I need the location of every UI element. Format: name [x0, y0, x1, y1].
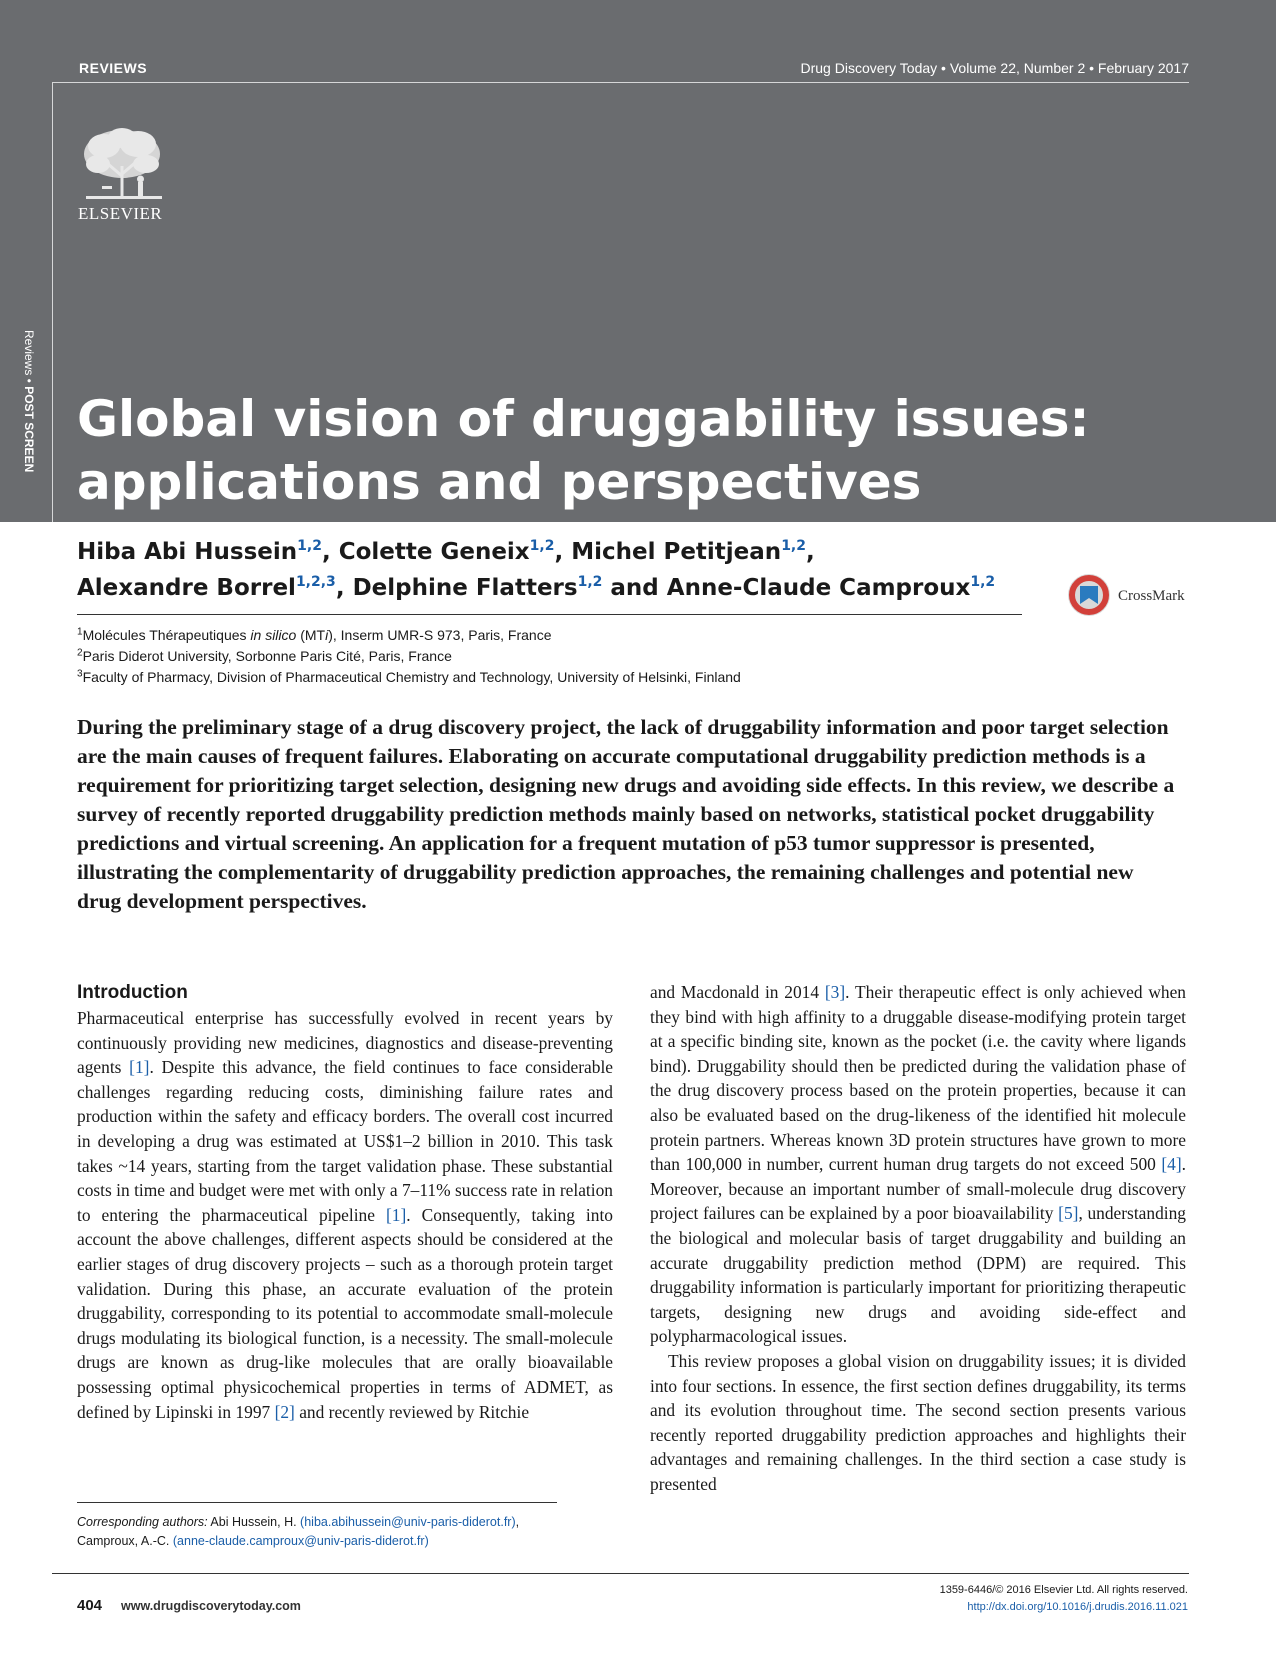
body-paragraph: and Macdonald in 2014 [3]. Their therapeutic effect is only achieved when they bind with high affinity to a druggable disease-modifying protein target at a specific binding site, known as the pocket (i.e. the cavity where ligands bind). Druggability should then be predicted during the validation phase of the drug discovery process based on the protein properties, because it can also be evaluated based on the drug-likeness of the identified hit molecule protein partners. Whereas known 3D protein structures have grown to more than 100,000 in number, current human drug targets do not exceed 500 [4]. Moreover, because an important number of small-molecule drug discovery project failures can be explained by a poor bioavailability [5], understanding the biological and molecular basis of target druggability and building an accurate druggability prediction method (DPM) are required. This druggability information is particularly important for prioritizing therapeutic targets, designing new drugs and avoiding side-effect and polypharmacological issues. — [650, 982, 1187, 1347]
citation-link[interactable]: [1] — [385, 1204, 407, 1225]
copyright-notice: 1359-6446/© 2016 Elsevier Ltd. All rights reserved. — [939, 1584, 1188, 1596]
author-separator: , — [554, 539, 572, 565]
author-name: Michel Petitjean — [571, 539, 782, 565]
author-name: Anne-Claude Camproux — [666, 575, 971, 601]
author-list — [77, 534, 1022, 606]
author-affiliation: 1,2,3 — [295, 574, 336, 590]
author-name: Alexandre Borrel — [77, 575, 296, 601]
journal-section-label: REVIEWS — [79, 60, 148, 76]
author-affiliation: 1,2 — [781, 538, 806, 554]
footer-site-link[interactable]: www.drugdiscoverytoday.com — [121, 1599, 301, 1613]
corresponding-authors-footnote: Corresponding authors: Abi Hussein, H. (hiba.abihussein@univ-paris-diderot.fr), Camproux, A.-C. (anne-claude.camproux@univ-paris-diderot.fr) — [77, 1515, 520, 1548]
header-rule — [52, 82, 1189, 83]
body-column-left — [77, 980, 613, 1424]
crossmark-label[interactable]: CrossMark — [1118, 588, 1185, 604]
author-affiliation: 1,2 — [577, 574, 603, 590]
author-separator: , — [321, 539, 339, 565]
side-section-tab — [22, 330, 46, 500]
abstract: During the preliminary stage of a drug discovery project, the lack of druggability information and poor target selection are the main causes of frequent failures. Elaborating on accurate computational druggability prediction methods is a requirement for prioritizing target selection, designing new drugs and avoiding side effects. In this review, we describe a survey of recently reported druggability prediction methods mainly based on networks, statistical pocket druggability predictions and virtual screening. An application for a frequent mutation of p53 tumor suppressor is presented, illustrating the complementarity of druggability prediction approaches, the remaining challenges and potential new drug development perspectives. — [77, 715, 1175, 913]
author-rule — [77, 614, 1022, 615]
doi-link[interactable]: http://dx.doi.org/10.1016/j.drudis.2016.11.021 — [967, 1601, 1188, 1613]
author-separator: and — [602, 575, 667, 601]
footer-rule — [52, 1573, 1189, 1574]
affiliations — [77, 625, 1077, 688]
affiliation-item: $^1$Molécules Thérapeutiques in silico (MTi), Inserm UMR-S 973, Paris, France — [77, 626, 552, 643]
footer-copyright-block — [940, 1582, 1188, 1616]
author-affiliation: 1,2 — [529, 538, 555, 554]
side-tab-prefix: Reviews • — [22, 330, 36, 387]
author-name: Colette Geneix — [338, 539, 530, 565]
affiliation-item: $^2$Paris Diderot University, Sorbonne Paris Cité, Paris, France — [77, 647, 452, 664]
affiliation-item: $^3$Faculty of Pharmacy, Division of Pharmaceutical Chemistry and Technology, University of Helsinki, Finland — [77, 668, 741, 685]
author-name: Hiba Abi Hussein — [77, 539, 298, 565]
email-link[interactable]: (hiba.abihussein@univ-paris-diderot.fr) — [300, 1515, 516, 1529]
author-separator: , — [335, 575, 353, 601]
body-paragraph: Pharmaceutical enterprise has successfully evolved in recent years by continuously providing new medicines, diagnostics and disease-preventing agents [1]. Despite this advance, the field continues to face considerable challenges regarding reducing costs, diminishing failure rates and production within the safety and efficacy borders. The overall cost incurred in developing a drug was estimated at US$1–2 billion in 2010. This task takes ~14 years, starting from the target validation phase. These substantial costs in time and budget were met with only a 7–11% success rate in relation to entering the pharmaceutical pipeline [1]. Consequently, taking into account the above challenges, different aspects should be considered at the earlier stages of drug discovery projects – such as a thorough protein target validation. During this phase, an accurate evaluation of the protein druggability, corresponding to its potential to accommodate small-molecule drugs modulating its biological function, is a necessity. The small-molecule drugs are known as drug-like molecules that are orally bioavailable possessing optimal physicochemical properties in terms of ADMET, as defined by Lipinski in 1997 [2] and recently reviewed by Ritchie — [77, 1008, 613, 1422]
author-separator: , — [806, 539, 815, 565]
footnote-rule — [77, 1502, 557, 1503]
page-number: 404 — [77, 1597, 103, 1614]
header-left-rule — [52, 82, 53, 522]
elsevier-wordmark: ELSEVIER — [78, 204, 163, 223]
journal-citation: Drug Discovery Today • Volume 22, Number 2 • February 2017 — [800, 60, 1189, 76]
citation-link[interactable]: [3] — [824, 982, 846, 1002]
title-line-1: Global vision of druggability issues: — [77, 390, 1090, 448]
author-name: Delphine Flatters — [352, 575, 578, 601]
author-affiliation: 1,2 — [297, 538, 322, 554]
citation-link[interactable]: [5] — [1058, 1203, 1079, 1224]
body-paragraph: This review proposes a global vision on druggability issues; it is divided into four sections. In essence, the first section defines druggability, its terms and its evolution throughout time. The second section presents various recently reported druggability prediction approaches and highlights their advantages and remaining challenges. In the third section a case study is presented — [650, 1350, 1186, 1494]
footnote-label: Corresponding authors: — [77, 1515, 208, 1529]
body-column-right — [650, 980, 1186, 1496]
side-tab-bold: POST SCREEN — [22, 386, 36, 473]
citation-link[interactable]: [2] — [274, 1401, 295, 1422]
citation-link[interactable]: [4] — [1161, 1154, 1182, 1175]
article-title — [77, 388, 1177, 514]
title-line-2: applications and perspectives — [77, 453, 922, 511]
author-affiliation: 1,2 — [970, 574, 996, 590]
section-heading: Introduction — [77, 982, 188, 1003]
email-link[interactable]: (anne-claude.camproux@univ-paris-diderot.fr) — [172, 1534, 429, 1548]
citation-link[interactable]: [1] — [129, 1057, 150, 1078]
